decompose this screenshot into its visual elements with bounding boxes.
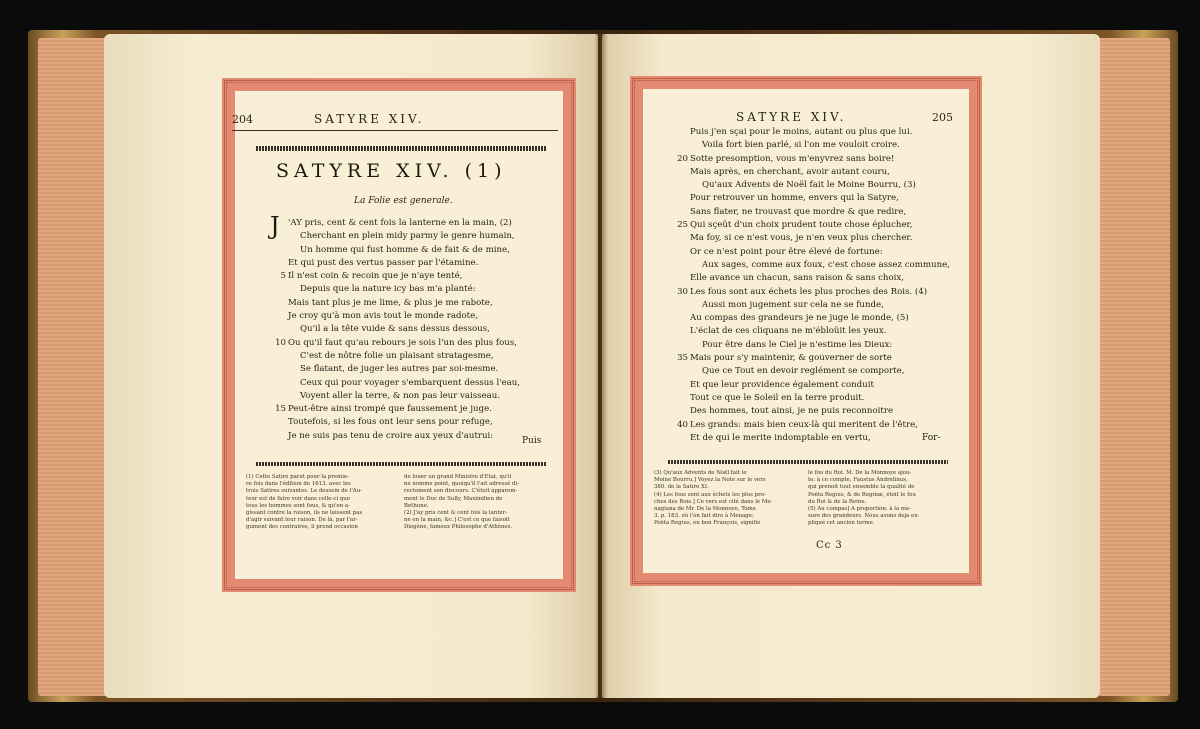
footnote-line: te: à ce compte, Faustus Andrelinus, xyxy=(808,477,908,484)
book-gutter xyxy=(594,34,608,698)
footnote-line: de louer un grand Ministre d'Etat, qu'il xyxy=(404,474,512,480)
verse-text: Il n'est coin & recoin que je n'aye tenté, xyxy=(288,271,463,282)
verse-line xyxy=(288,323,520,336)
verse-text: Tout ce que le Soleil en la terre produit. xyxy=(690,392,865,403)
verse-text: Or ce n'est point pour être élevé de fortune: xyxy=(690,246,883,257)
footnote-line: trois Satires suivantes. Le dessein de l'Au- xyxy=(246,488,362,495)
footnote-line: (4) Les fous sont aux échets les plus pro- xyxy=(654,491,766,498)
left-satire-title: SATYRE XIV. (1) xyxy=(276,160,507,182)
verse-text: Depuis que la nature icy bas m'a planté: xyxy=(300,284,476,295)
verse-text: Mais tant plus je me lime, & plus je me rabote, xyxy=(288,297,493,308)
verse-line xyxy=(288,430,520,443)
verse-line xyxy=(280,270,520,283)
footnote-line: (3) Qu'aux Advents de Noël fait le xyxy=(654,470,747,476)
verse-text: Et qui pust des vertus passer par l'étamine. xyxy=(288,257,479,268)
left-running-head: SATYRE XIV. xyxy=(314,112,425,126)
verse-line xyxy=(690,405,950,418)
footnote-line: (1) Cette Satire parut pour la premie- xyxy=(246,474,349,480)
line-number: 40 xyxy=(677,419,688,430)
line-number: 15 xyxy=(275,404,286,415)
verse-line xyxy=(288,230,520,243)
verse-text: Qu'aux Advents de Noël fait le Moine Bourru, (3) xyxy=(702,180,916,191)
footnote-line: Poëta Regius, en bon François, signifie xyxy=(654,520,761,527)
right-page-edges xyxy=(1098,38,1170,696)
footnote-line: nagiana de Mr. De la Monnoye, Tome xyxy=(654,506,756,513)
footnote-line: (5) Au compas] A proportion: à la me- xyxy=(808,506,912,513)
verse-line xyxy=(690,126,950,139)
verse-text: Que ce Tout en devoir reglément se comporte, xyxy=(702,366,905,377)
footnote-line: ches des Rois.] Ce vers est cité dans le Me- xyxy=(654,498,773,505)
verse-line xyxy=(288,390,520,403)
footnote-line: rectement son discours. C'étoit apparem- xyxy=(404,488,518,495)
verse-line xyxy=(690,392,950,405)
verse-line xyxy=(677,219,950,232)
line-number: 10 xyxy=(275,337,286,348)
drop-cap: J xyxy=(270,212,280,240)
footnote-line: tous les hommes sont fous, & qu'en a- xyxy=(246,502,350,509)
verse-line xyxy=(288,297,520,310)
verse-text: Qu'il a la tête vuide & sans dessus dessous, xyxy=(300,324,490,335)
verse-line xyxy=(677,352,950,365)
right-notes-rule xyxy=(668,460,948,464)
footnote-line: (2) J'ay pris cent & cent fois la lanter- xyxy=(404,510,508,517)
left-page-edges xyxy=(38,38,110,696)
footnote-line: teur est de faire voir dans celle-ci que xyxy=(246,495,350,502)
verse-line xyxy=(690,339,950,352)
footnote-line: qui prenoit tout ensemble la qualité de xyxy=(808,484,915,491)
signature-mark: Cc 3 xyxy=(816,540,843,551)
verse-text: Et de qui le merite indomptable en vertu, xyxy=(690,432,871,443)
footnote-line: sure des grandeurs. Nous avons deja ex- xyxy=(808,513,920,520)
verse-text: Sans flater, ne trouvast que mordre & que redire, xyxy=(690,206,907,217)
verse-text: Qui sçeût d'un choix prudent toute chose éplucher, xyxy=(690,220,913,231)
verse-text: Ma foy, si ce n'est vous, je n'en veux plus chercher. xyxy=(690,233,913,244)
footnote-line: le fou du Roi. M. De la Monnoye ajou- xyxy=(808,470,912,476)
footnote-line: ment le Duc de Sully, Maximilien de xyxy=(404,495,503,502)
footnote-line: 380. de la Satire XI. xyxy=(654,484,709,491)
right-page-number: 205 xyxy=(932,111,953,124)
verse-text: C'est de nôtre folie un plaisant stratagesme, xyxy=(300,350,494,361)
right-footnotes-col2 xyxy=(808,470,958,528)
verse-line xyxy=(690,166,950,179)
right-running-head: SATYRE XIV. xyxy=(736,110,847,124)
verse-line xyxy=(288,217,520,230)
verse-line xyxy=(690,365,950,378)
verse-text: Ceux qui pour voyager s'embarquent dessus l'eau, xyxy=(300,377,521,388)
verse-line xyxy=(288,377,520,390)
verse-line xyxy=(690,325,950,338)
verse-line xyxy=(288,257,520,270)
right-verse-block xyxy=(677,126,950,445)
verse-line xyxy=(288,363,520,376)
footnote-line: ne nomme point, quoiqu'il l'ait adressé di- xyxy=(404,481,520,488)
footnote-line: Poëta Regius, & de Reginæ, étoit le fou xyxy=(808,491,916,498)
verse-text: Un homme qui fust homme & de fait & de mine, xyxy=(300,244,510,255)
left-footnotes-col1 xyxy=(246,474,396,532)
left-catchword: Puis xyxy=(522,436,542,446)
footnote-line: Bethune. xyxy=(404,502,429,509)
footnote-line: ne en la main, &c.] C'est ce que faisoit xyxy=(404,517,510,524)
footnote-line: pliqué cet ancien terme. xyxy=(808,520,875,527)
verse-line xyxy=(690,312,950,325)
left-verse-block xyxy=(275,217,521,443)
footnote-line: Diogène, fameux Philosophe d'Athènes. xyxy=(404,524,513,531)
verse-text: Mais après, en cherchant, avoir autant couru, xyxy=(690,166,890,177)
footnote-line: du Roi & de la Reine. xyxy=(808,498,867,505)
verse-text: Toutefois, si les fous ont leur sens pour refuge, xyxy=(288,417,493,428)
verse-line xyxy=(690,192,950,205)
verse-line xyxy=(288,350,520,363)
verse-line xyxy=(677,153,950,166)
line-number: 5 xyxy=(280,271,286,282)
verse-line xyxy=(275,337,520,350)
line-number: 35 xyxy=(677,353,688,364)
footnote-line: 3. p. 183. où l'on fait dire à Menage: xyxy=(654,513,754,520)
footnote-line: d'agir suivant leur raison. De là, par l'ar- xyxy=(246,517,358,524)
verse-line xyxy=(275,403,520,416)
verse-text: Les grands: mais bien ceux-là qui meritent de l'être, xyxy=(690,419,918,430)
verse-line xyxy=(690,259,950,272)
right-catchword: For- xyxy=(922,433,941,443)
verse-line xyxy=(690,432,950,445)
verse-line xyxy=(677,419,950,432)
left-satire-subtitle: La Folie est generale. xyxy=(354,196,453,206)
verse-text: Aux sages, comme aux foux, c'est chose assez commune, xyxy=(702,259,950,270)
verse-line xyxy=(690,139,950,152)
verse-text: Ou qu'il faut qu'au rebours je sois l'un des plus fous, xyxy=(288,337,517,348)
footnote-line: gissant contre la raison, ils ne laissent pas xyxy=(246,510,363,517)
line-number: 20 xyxy=(677,153,688,164)
verse-text: Des hommes, tout ainsi, je ne puis reconnoitre xyxy=(690,406,894,417)
verse-text: Cherchant en plein midy parmy le genre humain, xyxy=(300,231,515,242)
left-head-rule xyxy=(232,130,558,131)
verse-line xyxy=(288,310,520,323)
line-number: 25 xyxy=(677,220,688,231)
verse-text: Les fous sont aux échets les plus proches des Rois. (4) xyxy=(690,286,928,297)
verse-line xyxy=(288,416,520,429)
verse-text: Et que leur providence également conduit xyxy=(690,379,874,390)
verse-text: Se flatant, de juger les autres par soi-mesme. xyxy=(300,364,499,375)
footnote-line: Moine Bourru.] Voyez la Note sur le vers xyxy=(654,477,766,484)
verse-text: Pour être dans le Ciel je n'estime les Dieux: xyxy=(702,339,893,350)
verse-line xyxy=(690,206,950,219)
verse-line xyxy=(677,286,950,299)
verse-line xyxy=(690,232,950,245)
verse-text: Sotte presomption, vous m'enyvrez sans boire! xyxy=(690,153,895,164)
line-number: 30 xyxy=(677,286,688,297)
footnote-line: gument des contraires, il prend occasion xyxy=(246,524,358,531)
verse-line xyxy=(690,272,950,285)
right-footnotes-col1 xyxy=(654,470,804,528)
verse-text: Voyent aller la terre, & non pas leur vaisseau. xyxy=(300,390,501,401)
verse-text: 'AY pris, cent & cent fois la lanterne en la main, (2) xyxy=(288,218,512,228)
verse-line xyxy=(690,179,950,192)
footnote-line: re fois dans l'édition de 1613. avec les xyxy=(246,481,351,488)
left-page-number: 204 xyxy=(232,113,253,126)
verse-text: Voila fort bien parlé, si l'on me vouloit croire. xyxy=(702,140,900,151)
verse-text: Mais pour s'y maintenir, & gouverner de sorte xyxy=(690,353,892,364)
verse-line xyxy=(690,299,950,312)
verse-text: Peut-être ainsi trompé que faussement je juge. xyxy=(288,404,492,415)
verse-text: Au compas des grandeurs je ne juge le monde, (5) xyxy=(690,313,909,324)
verse-text: Elle avance un chacun, sans raison & sans choix, xyxy=(690,273,904,284)
verse-line xyxy=(690,379,950,392)
verse-line xyxy=(288,244,520,257)
verse-text: Je ne suis pas tenu de croire aux yeux d'autrui: xyxy=(288,430,494,441)
verse-line xyxy=(288,283,520,296)
left-ornament-rule xyxy=(256,146,546,151)
verse-text: L'éclat de ces cliquans ne m'ébloüit les yeux. xyxy=(690,326,887,337)
left-notes-rule xyxy=(256,462,546,466)
verse-line xyxy=(690,246,950,259)
verse-text: Pour retrouver un homme, envers qui la Satyre, xyxy=(690,193,899,204)
verse-text: Je croy qu'à mon avis tout le monde radote, xyxy=(288,311,478,322)
verse-text: Puis j'en sçai pour le moins, autant ou plus que lui. xyxy=(690,127,913,137)
verse-text: Aussi mon jugement sur cela ne se funde, xyxy=(702,299,884,310)
left-footnotes-col2 xyxy=(404,474,554,532)
